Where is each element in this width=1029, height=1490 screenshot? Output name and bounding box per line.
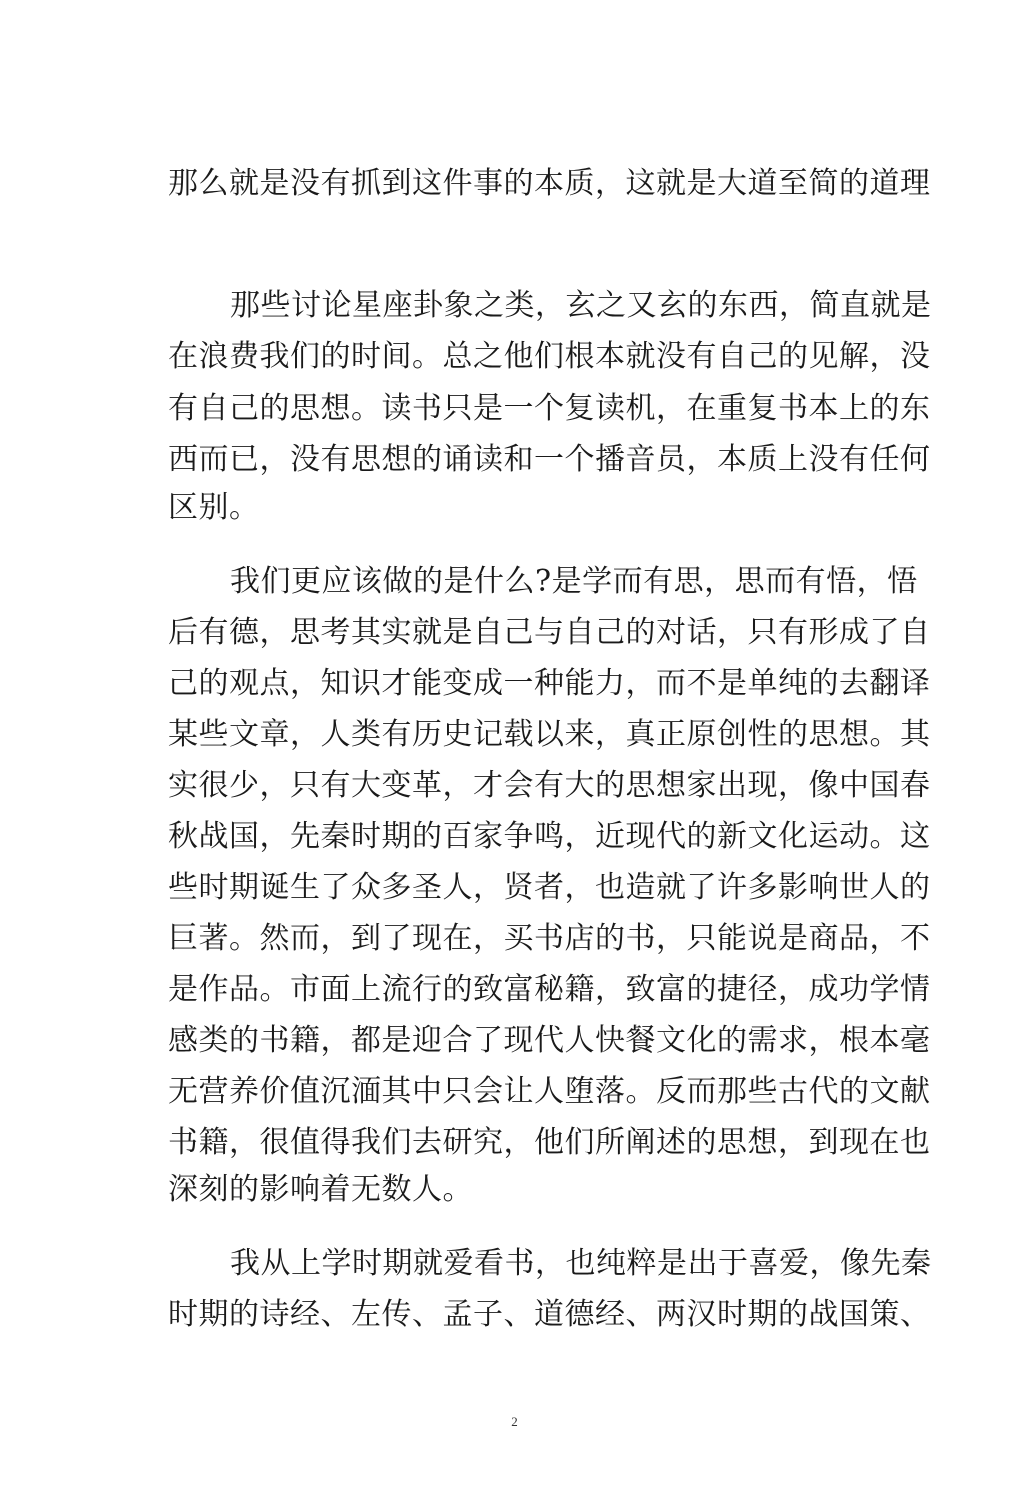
text-line: 己的观点，知识才能变成一种能力，而不是单纯的去翻译: [168, 666, 931, 701]
text-line: 感类的书籍，都是迎合了现代人快餐文化的需求，根本毫: [168, 1023, 931, 1058]
text-line: 西而已，没有思想的诵读和一个播音员，本质上没有任何: [168, 442, 931, 477]
text-line: 是作品。市面上流行的致富秘籍，致富的捷径，成功学情: [168, 972, 931, 1007]
text-line: 区别。: [168, 490, 260, 525]
text-line: 有自己的思想。读书只是一个复读机，在重复书本上的东: [168, 391, 931, 426]
text-line: 时期的诗经、左传、孟子、道德经、两汉时期的战国策、: [168, 1297, 931, 1332]
text-line: 无营养价值沉湎其中只会让人堕落。反而那些古代的文献: [168, 1074, 931, 1109]
text-line: 实很少，只有大变革，才会有大的思想家出现，像中国春: [168, 768, 931, 803]
text-line: 深刻的影响着无数人。: [168, 1172, 473, 1207]
text-line: 某些文章，人类有历史记载以来，真正原创性的思想。其: [168, 717, 931, 752]
text-line: 些时期诞生了众多圣人，贤者，也造就了许多影响世人的: [168, 870, 931, 905]
page-number: 2: [511, 1414, 518, 1429]
text-line: 那么就是没有抓到这件事的本质，这就是大道至简的道理: [168, 166, 931, 201]
paragraph-first-line: 我从上学时期就爱看书，也纯粹是出于喜爱，像先秦: [230, 1246, 932, 1281]
text-line: 在浪费我们的时间。总之他们根本就没有自己的见解，没: [168, 339, 931, 374]
paragraph-first-line: 我们更应该做的是什么?是学而有思，思而有悟，悟: [230, 564, 918, 599]
text-line: 秋战国，先秦时期的百家争鸣，近现代的新文化运动。这: [168, 819, 931, 854]
text-line: 书籍，很值得我们去研究，他们所阐述的思想，到现在也: [168, 1125, 931, 1160]
text-line: 巨著。然而，到了现在，买书店的书，只能说是商品，不: [168, 921, 931, 956]
paragraph-first-line: 那些讨论星座卦象之类，玄之又玄的东西，简直就是: [230, 288, 932, 323]
text-line: 后有德，思考其实就是自己与自己的对话，只有形成了自: [168, 615, 931, 650]
